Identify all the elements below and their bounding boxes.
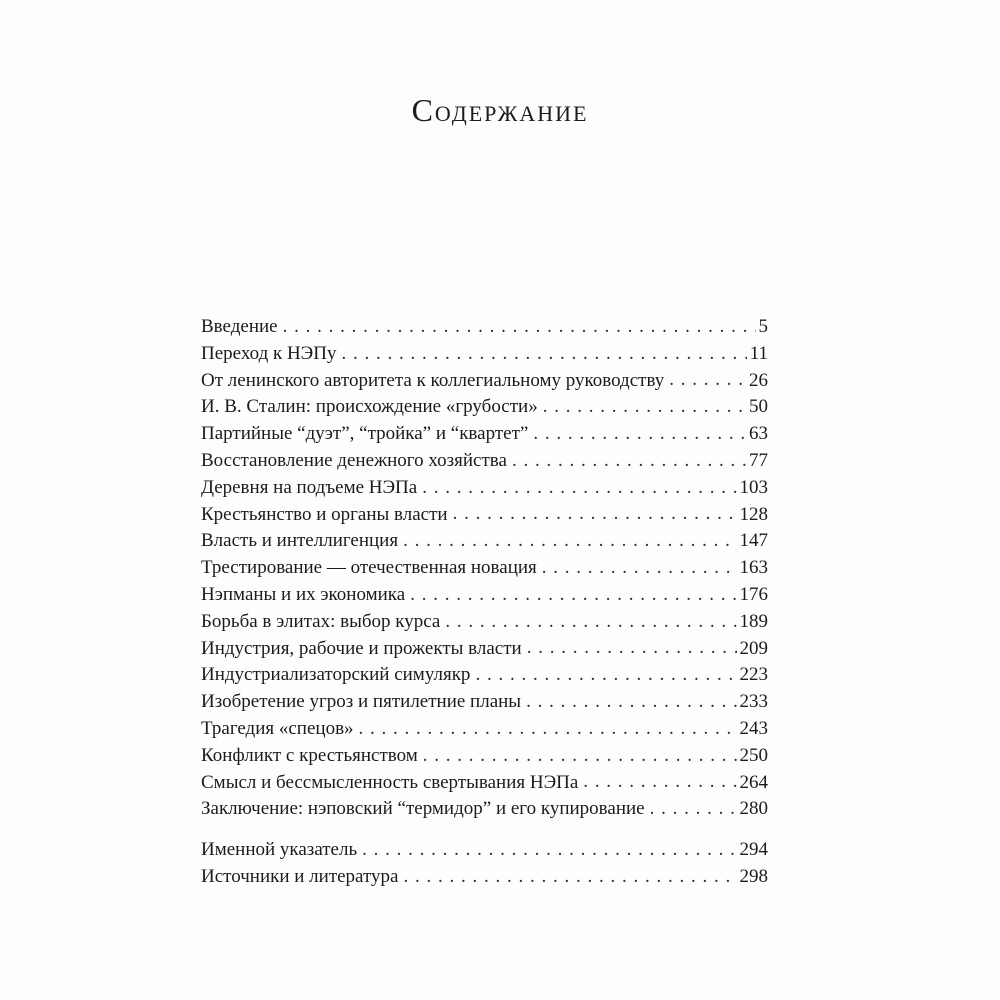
toc-entry — [201, 555, 768, 582]
toc-entry — [201, 864, 768, 891]
toc-entry-page-number: 26 — [749, 369, 768, 391]
show-through-decoration — [0, 138, 1000, 154]
toc-leader-dots — [283, 318, 756, 337]
toc-entry-title: Заключение: нэповский “термидор” и его купирование — [201, 798, 645, 820]
toc-entry — [201, 368, 768, 395]
toc-leader-dots — [527, 639, 737, 658]
toc-entry-title: Конфликт с крестьянством — [201, 744, 418, 766]
toc-leader-dots — [445, 613, 736, 632]
toc-entry-title: Изобретение угроз и пятилетние планы — [201, 691, 522, 713]
toc-entry-title: Индустриализаторский симулякр — [201, 664, 471, 686]
table-of-contents — [201, 314, 768, 891]
toc-entry-title: Крестьянство и органы власти — [201, 503, 448, 525]
toc-leader-dots — [543, 398, 746, 417]
toc-entry-page-number: 223 — [739, 664, 768, 686]
toc-entry — [201, 394, 768, 421]
toc-entry-page-number: 250 — [739, 744, 768, 766]
toc-entry-page-number: 298 — [739, 865, 768, 887]
toc-entry-page-number: 147 — [739, 530, 768, 552]
toc-leader-dots — [512, 452, 746, 471]
toc-leader-dots — [650, 800, 737, 819]
toc-entry-title: И. В. Сталин: происхождение «грубости» — [201, 396, 538, 418]
toc-entry-page-number: 77 — [749, 449, 768, 471]
toc-entry — [201, 662, 768, 689]
toc-entry — [201, 475, 768, 502]
toc-leader-dots — [359, 720, 737, 739]
toc-entry-title: Индустрия, рабочие и прожекты власти — [201, 637, 522, 659]
toc-leader-dots — [583, 773, 736, 792]
toc-leader-dots — [410, 586, 736, 605]
toc-entry-title: Трагедия «спецов» — [201, 717, 354, 739]
toc-leader-dots — [422, 479, 736, 498]
toc-entry-title: Нэпманы и их экономика — [201, 583, 406, 605]
toc-entry — [201, 609, 768, 636]
toc-entry — [201, 743, 768, 770]
page-title: Содержание — [411, 92, 589, 128]
toc-leader-dots — [362, 841, 736, 860]
toc-leader-dots — [542, 559, 737, 578]
toc-entry-title: Переход к НЭПу — [201, 342, 337, 364]
toc-entry-page-number: 103 — [739, 476, 768, 498]
toc-entry — [201, 448, 768, 475]
toc-entry-title: Борьба в элитах: выбор курса — [201, 610, 441, 632]
toc-entry — [201, 716, 768, 743]
toc-entry — [201, 314, 768, 341]
toc-entry — [201, 421, 768, 448]
toc-entry — [201, 837, 768, 864]
toc-entry-page-number: 280 — [739, 798, 768, 820]
toc-leader-dots — [526, 693, 736, 712]
toc-entry-title: Трестирование — отечественная новация — [201, 557, 537, 579]
toc-entry — [201, 689, 768, 716]
toc-entry-title: От ленинского авторитета к коллегиальному руководству — [201, 369, 665, 391]
toc-entry-page-number: 5 — [758, 316, 768, 337]
toc-entry-page-number: 264 — [739, 771, 768, 793]
toc-entry — [201, 502, 768, 529]
toc-entry-title: Введение — [201, 316, 278, 337]
toc-back-matter-list — [201, 837, 768, 891]
toc-leader-dots — [403, 532, 736, 551]
toc-entry-page-number: 163 — [739, 557, 768, 579]
toc-main-list — [201, 314, 768, 823]
toc-entry-title: Восстановление денежного хозяйства — [201, 449, 507, 471]
toc-entry — [201, 796, 768, 823]
toc-leader-dots — [341, 345, 746, 364]
toc-entry — [201, 341, 768, 368]
toc-leader-dots — [533, 425, 746, 444]
toc-entry-page-number: 209 — [739, 637, 768, 659]
toc-entry-title: Смысл и бессмысленность свертывания НЭПа — [201, 771, 579, 793]
toc-entry-page-number: 11 — [749, 342, 768, 364]
toc-leader-dots — [404, 868, 737, 887]
toc-entry-title: Именной указатель — [201, 839, 358, 861]
toc-leader-dots — [453, 505, 737, 524]
toc-entry — [201, 582, 768, 609]
toc-entry-page-number: 189 — [739, 610, 768, 632]
toc-entry-title: Деревня на подъеме НЭПа — [201, 476, 418, 498]
toc-entry-page-number: 176 — [739, 583, 768, 605]
toc-entry — [201, 528, 768, 555]
toc-entry — [201, 770, 768, 797]
toc-divider-space — [201, 823, 768, 837]
toc-entry-page-number: 233 — [739, 691, 768, 713]
toc-entry-page-number: 128 — [739, 503, 768, 525]
toc-leader-dots — [475, 666, 736, 685]
toc-entry-title: Партийные “дуэт”, “тройка” и “квартет” — [201, 423, 529, 445]
toc-entry-title: Власть и интеллигенция — [201, 530, 399, 552]
toc-entry-title: Источники и литература — [201, 865, 399, 887]
toc-entry-page-number: 50 — [749, 396, 768, 418]
toc-entry — [201, 636, 768, 663]
toc-leader-dots — [423, 747, 737, 766]
toc-entry-page-number: 63 — [749, 423, 768, 445]
toc-entry-page-number: 294 — [739, 839, 768, 861]
toc-leader-dots — [669, 371, 746, 390]
toc-entry-page-number: 243 — [739, 717, 768, 739]
